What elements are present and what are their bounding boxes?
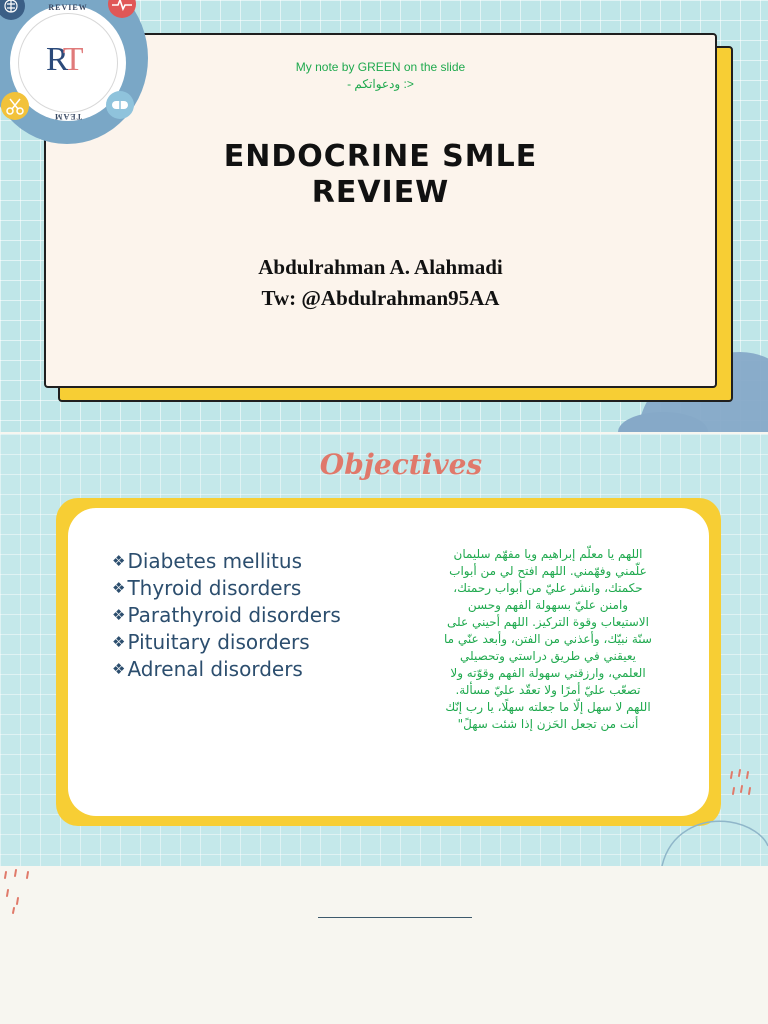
slide-note: My note by GREEN on the slide — [295, 60, 466, 74]
diamond-bullet-icon: ❖ — [112, 579, 126, 597]
objectives-panel — [68, 508, 709, 816]
author-name: Abdulrahman A. Alahmadi — [258, 255, 503, 279]
objective-text: Pituitary disorders — [127, 630, 310, 654]
logo-letter-r: R — [46, 41, 69, 78]
slide-title-line: REVIEW — [311, 175, 450, 210]
title-slide — [0, 0, 768, 432]
objective-text: Thyroid disorders — [127, 576, 302, 600]
objective-text: Adrenal disorders — [127, 657, 303, 681]
brain-icon — [0, 0, 26, 21]
logo-top-text: REVIEW — [48, 3, 88, 12]
objectives-list — [112, 548, 341, 683]
slide-title — [46, 139, 715, 211]
logo-bottom-text: TEAM — [54, 112, 82, 121]
list-item — [112, 548, 341, 575]
scissors-icon — [0, 91, 30, 121]
objectives-heading: Objectives — [319, 448, 483, 481]
logo-monogram — [46, 41, 106, 79]
decorative-dashes — [0, 868, 40, 918]
objective-text: Diabetes mellitus — [127, 549, 302, 573]
objectives-slide — [0, 434, 768, 866]
author-twitter: Tw: @Abdulrahman95AA — [261, 286, 500, 310]
blank-slide — [0, 868, 768, 1024]
logo-letter-t: T — [62, 41, 84, 78]
list-item — [112, 602, 341, 629]
logo-disc — [10, 5, 126, 121]
objectives-frame — [56, 498, 721, 826]
decorative-wave — [660, 812, 768, 866]
list-item — [112, 656, 341, 683]
slide-title-line: ENDOCRINE SMLE — [223, 139, 538, 174]
arabic-prayer-note: اللهم يا معلّم إبراهيم ويا مفهّم سليمان علّمني وفهّمني. اللهم افتح لي من أبواب حكمتك، وانشر عليّ من أبواب رحمتك، وامنن عليّ بسهولة الفهم وحسن الاستيعاب وقوة التركيز. اللهم أحيني على سنّة نبيّك، وأعذني من الفتن، وأبعد عنّي ما يعيقني في طريق دراستي وتحصيلي العلمي، وارزقني سهولة الفهم وقوّته ولا تصعّب عليّ أمرًا ولا تعقّد عليّ مسألة. اللهم لا سهل إلّا ما جعلته سهلًا، يا رب إنّك أنت من تجعل الحَزن إذا شئت سهلً" — [444, 547, 652, 731]
heartbeat-icon — [107, 0, 137, 19]
diamond-bullet-icon: ❖ — [112, 660, 126, 678]
title-card — [44, 33, 717, 388]
slide-note-dua: - ودعواتكم :> — [347, 77, 414, 91]
objective-text: Parathyroid disorders — [127, 603, 341, 627]
diamond-bullet-icon: ❖ — [112, 606, 126, 624]
pills-icon — [105, 90, 135, 120]
list-item — [112, 575, 341, 602]
list-item — [112, 629, 341, 656]
divider-line — [318, 917, 472, 918]
diamond-bullet-icon: ❖ — [112, 633, 126, 651]
diamond-bullet-icon: ❖ — [112, 552, 126, 570]
